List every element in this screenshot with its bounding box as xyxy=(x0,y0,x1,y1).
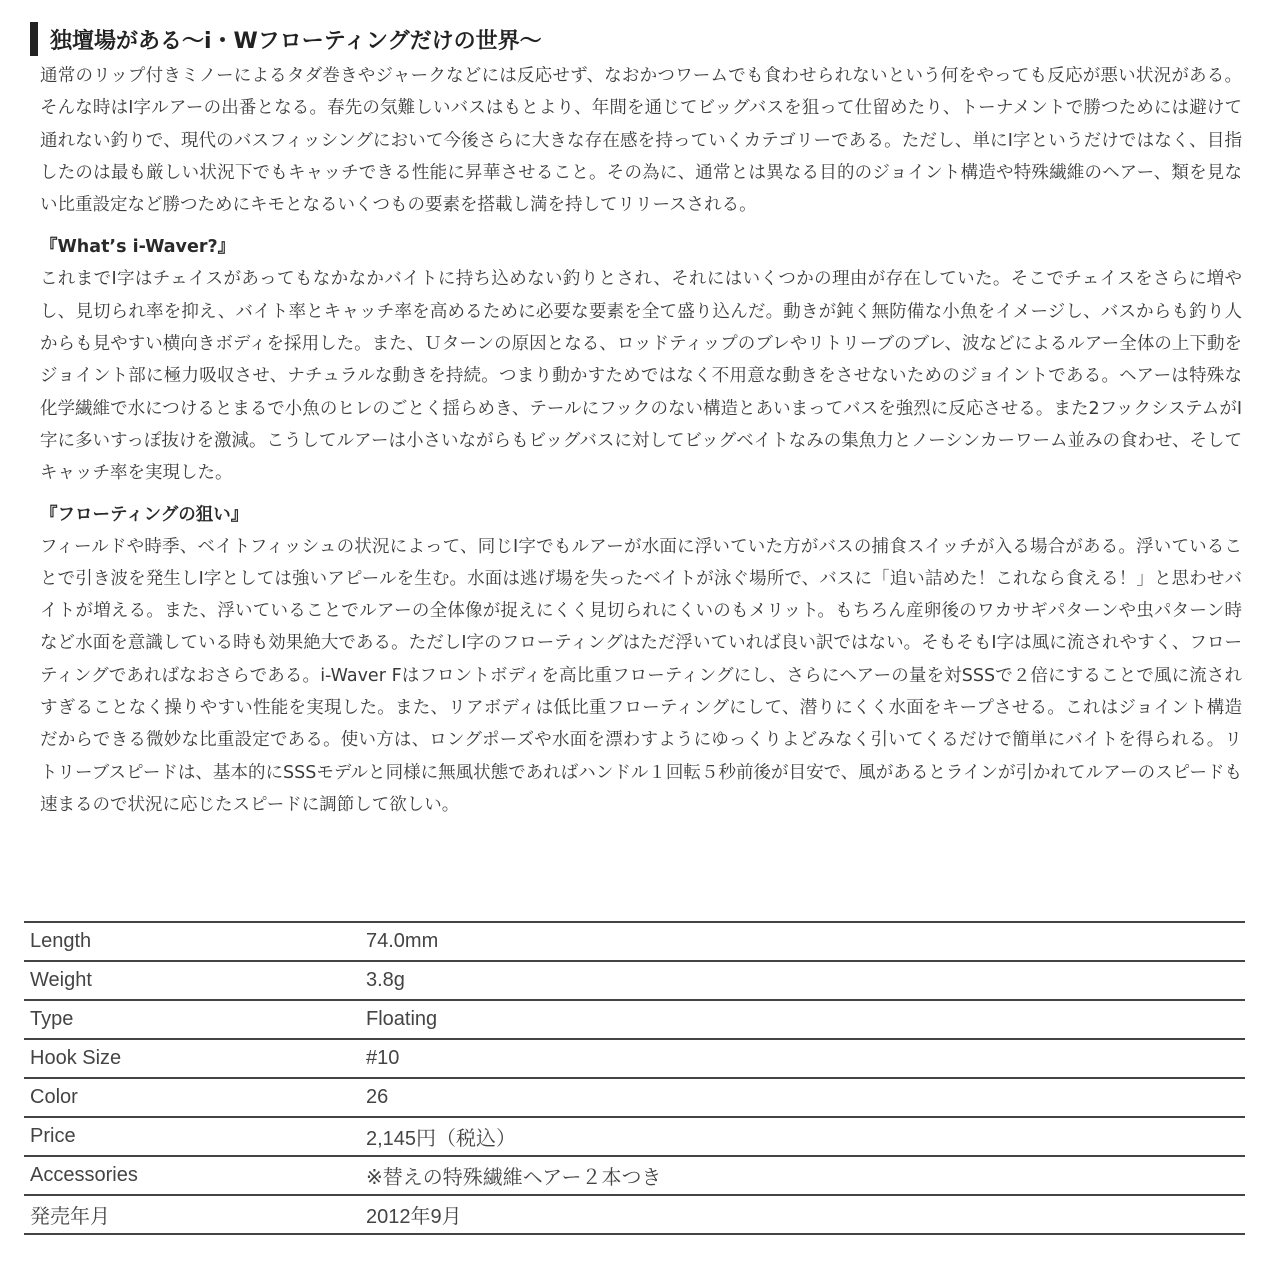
table-row xyxy=(24,961,1245,1000)
whats-i-waver-paragraph: これまでI字はチェイスがあってもなかなかバイトに持ち込めない釣りとされ、それにはいくつかの理由が存在していた。そこでチェイスをさらに増やし、見切られ率を抑え、バイト率とキャッチ率を高めるために必要な要素を全て盛り込んだ。動きが鈍く無防備な小魚をイメージし、バスからも釣り人からも見やすい横向きボディを採用した。また、Ｕターンの原因となる、ロッドティップのブレやリトリーブのブレ、波などによるルアー全体の上下動をジョイント部に極力吸収させ、ナチュラルな動きを持続。つまり動かすためではなく不用意な動きをさせないためのジョイントである。ヘアーは特殊な化学繊維で水につけるとまるで小魚のヒレのごとく揺らめき、テールにフックのない構造とあいまってバスを強烈に反応させる。また2フックシステムがI字に多いすっぽ抜けを激減。こうしてルアーは小さいながらもビッグバスに対してビッグベイトなみの集魚力とノーシンカーワーム並みの食わせ、そしてキャッチ率を実現した。 xyxy=(40,269,1242,484)
spec-value: 26 xyxy=(360,1078,1245,1117)
spec-label: Color xyxy=(24,1078,360,1117)
section-heading xyxy=(30,22,542,56)
whats-i-waver-heading: 『What’s i-Waver?』 xyxy=(40,237,236,258)
spec-value: 74.0mm xyxy=(360,922,1245,961)
floating-aim-paragraph: フィールドや時季、ベイトフィッシュの状況によって、同じI字でもルアーが水面に浮いていた方がバスの捕食スイッチが入る場合がある。浮いていることで引き波を発生しI字としては強いアピールを生む。水面は逃げ場を失ったベイトが泳ぐ場所で、バスに「追い詰めた！これなら食える！」と思わせバイトが増える。また、浮いていることでルアーの全体像が捉えにくく見切られにくいのもメリット。もちろん産卵後のワカサギパターンや虫パターン時など水面を意識している時も効果絶大である。ただしI字のフローティングはただ浮いていれば良い訳ではない。そもそもI字は風に流されやすく、フローティングであればなおさらである。i-Waver Fはフロントボディを高比重フローティングにし、さらにヘアーの量を対SSSで２倍にすることで風に流されすぎることなく操りやすい性能を実現した。また、リアボディは低比重フローティングにして、潜りにくく水面をキープさせる。これはジョイント構造だからできる微妙な比重設定である。使い方は、ロングポーズや水面を漂わすようにゆっくりよどみなく引いてくるだけで簡単にバイトを得られる。リトリーブスピードは、基本的にSSSモデルと同様に無風状態であればハンドル１回転５秒前後が目安で、風があるとラインが引かれてルアーのスピードも速まるので状況に応じたスピードに調節して欲しい。 xyxy=(40,536,1242,815)
section-heading-text: 独壇場がある〜i・Wフローティングだけの世界〜 xyxy=(50,28,542,54)
floating-aim-heading: 『フローティングの狙い』 xyxy=(40,504,249,525)
spec-value: 2,145円（税込） xyxy=(360,1117,1245,1156)
table-row xyxy=(24,1000,1245,1039)
table-row xyxy=(24,1039,1245,1078)
spec-label: Price xyxy=(24,1117,360,1156)
spec-label: Weight xyxy=(24,961,360,1000)
table-row xyxy=(24,1195,1245,1234)
heading-accent-bar xyxy=(30,22,38,56)
spec-label: Accessories xyxy=(24,1156,360,1195)
spec-value: Floating xyxy=(360,1000,1245,1039)
spec-label: 発売年月 xyxy=(24,1195,360,1234)
spec-table xyxy=(24,921,1245,1235)
spec-value: #10 xyxy=(360,1039,1245,1078)
spec-value: 2012年9月 xyxy=(360,1195,1245,1234)
spec-label: Length xyxy=(24,922,360,961)
table-row xyxy=(24,1156,1245,1195)
spec-label: Type xyxy=(24,1000,360,1039)
table-row xyxy=(24,1078,1245,1117)
spec-value: ※替えの特殊繊維ヘアー２本つき xyxy=(360,1156,1245,1195)
spec-label: Hook Size xyxy=(24,1039,360,1078)
spec-value: 3.8g xyxy=(360,961,1245,1000)
table-row xyxy=(24,1117,1245,1156)
intro-paragraph: 通常のリップ付きミノーによるタダ巻きやジャークなどには反応せず、なおかつワームでも食わせられないという何をやっても反応が悪い状況がある。そんな時はI字ルアーの出番となる。春先の気難しいバスはもとより、年間を通じてビッグバスを狙って仕留めたり、トーナメントで勝つためには避けて通れない釣りで、現代のバスフィッシングにおいて今後さらに大きな存在感を持っていくカテゴリーである。ただし、単にI字というだけではなく、目指したのは最も厳しい状況下でもキャッチできる性能に昇華させること。その為に、通常とは異なる目的のジョイント構造や特殊繊維のヘアー、類を見ない比重設定など勝つためにキモとなるいくつもの要素を搭載し満を持してリリースされる。 xyxy=(40,66,1242,216)
description-content xyxy=(40,60,1242,821)
table-row xyxy=(24,922,1245,961)
